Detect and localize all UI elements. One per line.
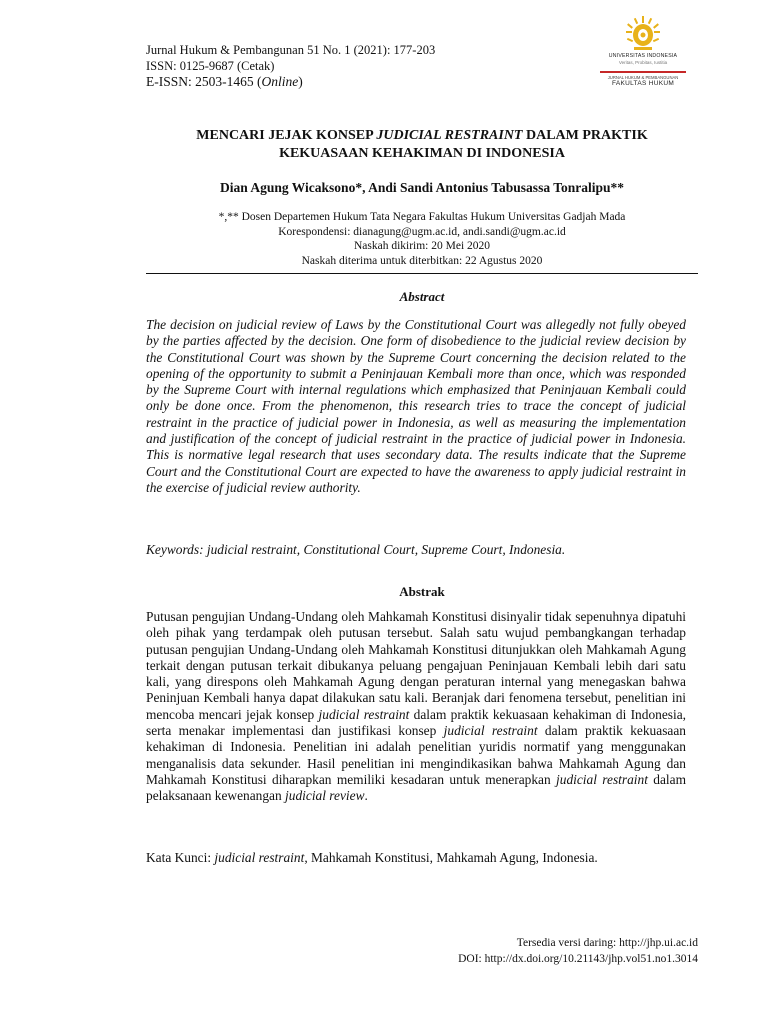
issn-print: ISSN: 0125-9687 (Cetak) xyxy=(146,59,275,73)
article-authors: Dian Agung Wicaksono*, Andi Sandi Antonius Tabusassa Tonralipu** xyxy=(220,180,624,195)
logo-journal-name: JURNAL HUKUM & PEMBANGUNAN xyxy=(607,75,679,80)
journal-meta xyxy=(146,42,435,90)
issn-online: E-ISSN: 2503-1465 (Online) xyxy=(146,74,303,89)
abstract-text: The decision on judicial review of Laws by the Constitutional Court was allegedly not fully obeyed by the parties affected by the decision. One form of disobedience to the judicial review decision by the Constitutional Court was shown by the Supreme Court concerning the decision related to the opening of the opportunity to submit a Peninjauan Kembali more than once, which was responded by the Supreme Court with internal regulations which emphasized that Peninjauan Kembali could only be done once. From the phenomenon, this research tries to trace the concept of judicial restraint in the practice of judicial power in Indonesia, as well as measuring the implementation and justification of the concept of judicial restraint in the practice of judicial power in Indonesia. This is normative legal research that uses secondary data. The results indicate that the Supreme Court and the Constitutional Court are expected to have the awareness to apply judicial restraint in the exercise of judicial review authority. xyxy=(146,317,686,495)
article-title xyxy=(146,127,698,163)
abstrak-heading: Abstrak xyxy=(399,584,445,599)
logo-motto: Veritas, Probitas, Iustitia xyxy=(618,60,668,65)
journal-citation: Jurnal Hukum & Pembangunan 51 No. 1 (2021): 177-203 xyxy=(146,43,436,57)
title-line-1: MENCARI JEJAK KONSEP JUDICIAL RESTRAINT DALAM PRAKTIK xyxy=(196,128,648,143)
affiliation: *,** Dosen Departemen Hukum Tata Negara Fakultas Hukum Universitas Gadjah Mada xyxy=(218,211,626,223)
kata-kunci: Kata Kunci: judicial restraint, Mahkamah Konstitusi, Mahkamah Agung, Indonesia. xyxy=(146,850,598,865)
header-rule xyxy=(146,273,698,274)
title-line-2: KEKUASAAN KEHAKIMAN DI INDONESIA xyxy=(279,146,565,161)
page-footer xyxy=(458,935,698,967)
logo-university-name: UNIVERSITAS INDONESIA xyxy=(608,53,678,59)
abstract-heading: Abstract xyxy=(399,289,445,304)
university-logo xyxy=(598,14,688,87)
submitted-date: Naskah dikirim: 20 Mei 2020 xyxy=(353,240,491,252)
doi-link[interactable]: DOI: http://dx.doi.org/10.21143/jhp.vol51.no1.3014 xyxy=(458,953,698,965)
author-affiliation-block xyxy=(146,210,698,268)
keywords: Keywords: judicial restraint, Constitutional Court, Supreme Court, Indonesia. xyxy=(146,542,566,557)
accepted-date: Naskah diterima untuk diterbitkan: 22 Agustus 2020 xyxy=(301,254,543,267)
online-version-link[interactable]: Tersedia versi daring: http://jhp.ui.ac.id xyxy=(516,937,698,949)
logo-faculty-name: FAKULTAS HUKUM xyxy=(611,80,675,87)
logo-divider xyxy=(600,71,686,73)
abstrak-text: Putusan pengujian Undang-Undang oleh Mahkamah Konstitusi disinyalir tidak sepenuhnya dipatuhi oleh pihak yang terdampak oleh putusan tersebut. Salah satu wujud pembangkangan terhadap putusan pengujian Undang-Undang oleh Mahkamah Konstitusi ditunjukkan oleh Mahkamah Agung terkait dengan putusan terkait dibukanya peluang pengajuan Peninjauan Kembali lebih dari satu kali, yang direspons oleh Mahkamah Agung dengan peraturan internal yang menegaskan bahwa Peninjuan Kembali hanya dapat dilakukan satu kali. Beranjak dari fenomena tersebut, penelitian ini mencoba mencari jejak konsep judicial restraint dalam praktik kekuasaan kehakiman di Indonesia, serta menakar implementasi dan justifikasi konsep judicial restraint dalam praktik kekuasaan kehakiman di Indonesia. Penelitian ini adalah penelitian yuridis normatif yang menggunakan menganalisis data sekunder. Hasil penelitian ini mengindikasikan bahwa Mahkamah Agung dan Mahkamah Konstitusi diharapkan memiliki kesadaran untuk menerapkan judicial restraint dalam pelaksanaan kewenangan judicial review. xyxy=(146,609,687,804)
correspondence: Korespondensi: dianagung@ugm.ac.id, andi.sandi@ugm.ac.id xyxy=(278,225,566,238)
makara-seal-icon xyxy=(621,14,665,52)
